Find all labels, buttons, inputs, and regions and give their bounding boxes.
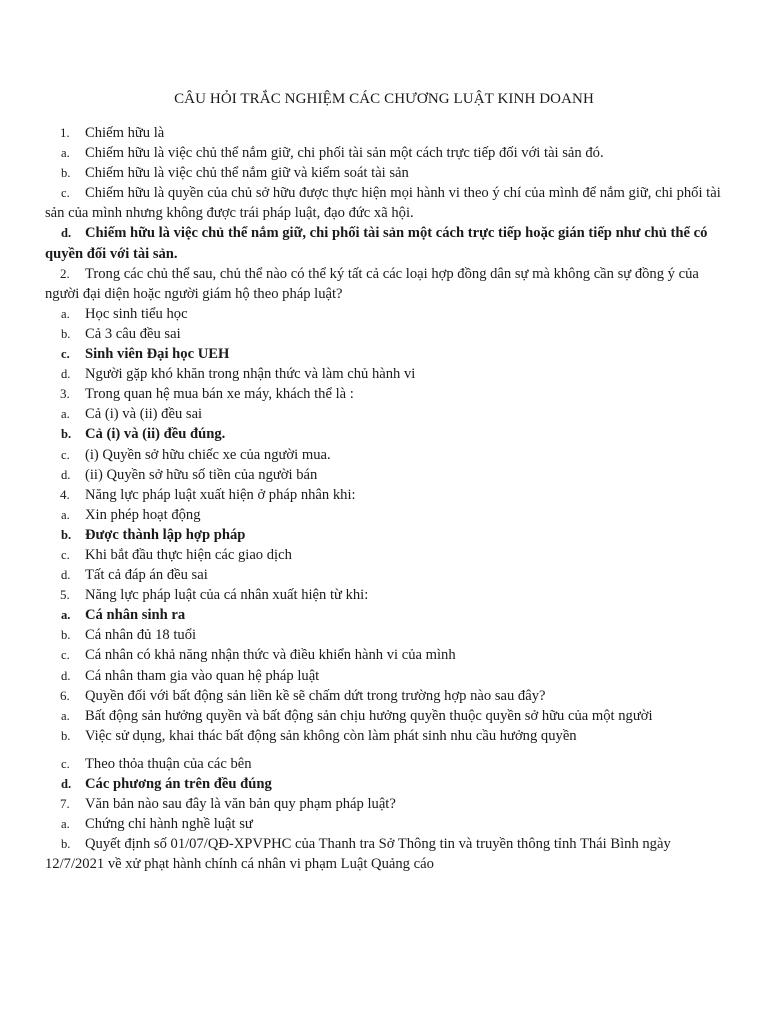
answer-option <box>45 324 725 344</box>
spacer <box>45 746 725 754</box>
line-text: Cả 3 câu đều sai <box>85 325 181 342</box>
question-list <box>45 123 725 874</box>
answer-option <box>45 774 725 794</box>
question-number: 6. <box>60 687 70 703</box>
line-text: Người gặp khó khăn trong nhận thức và làm chủ hành vi <box>85 366 416 383</box>
line-text: Năng lực pháp luật của cá nhân xuất hiện từ khi: <box>85 587 369 604</box>
option-marker: b. <box>61 326 71 341</box>
question-number: 5. <box>60 587 70 603</box>
answer-option <box>45 424 725 444</box>
answer-option <box>45 726 725 746</box>
answer-option <box>45 404 725 424</box>
line-text: Bất động sản hưởng quyền và bất động sản chịu hưởng quyền thuộc quyền sở hữu của một người <box>85 707 653 724</box>
question-text <box>45 794 725 814</box>
option-marker: c. <box>61 186 70 201</box>
answer-option <box>45 163 725 183</box>
question-number: 1. <box>60 125 70 140</box>
answer-option <box>45 814 725 834</box>
line-text: Cá nhân đủ 18 tuổi <box>85 627 197 644</box>
line-text: Cá nhân có khả năng nhận thức và điều khiển hành vi của mình <box>85 647 456 664</box>
line-text: Chiếm hữu là việc chủ thể nắm giữ, chi phối tài sản một cách trực tiếp đối với tài sản đó. <box>85 145 604 162</box>
answer-option <box>45 706 725 726</box>
question-number: 4. <box>60 486 70 502</box>
answer-option <box>45 364 725 384</box>
line-text: Việc sử dụng, khai thác bất động sản không còn làm phát sinh nhu cầu hưởng quyền <box>85 727 577 744</box>
option-marker: c. <box>61 547 70 562</box>
line-text: Theo thỏa thuận của các bên <box>85 755 252 772</box>
answer-option <box>45 565 725 585</box>
question-number: 7. <box>60 796 70 812</box>
answer-option <box>45 344 725 364</box>
option-marker: a. <box>61 608 71 623</box>
line-text: (i) Quyền sở hữu chiếc xe của người mua. <box>85 446 331 463</box>
option-marker: a. <box>61 407 70 422</box>
line-text: Năng lực pháp luật xuất hiện ở pháp nhân khi: <box>85 486 356 503</box>
option-marker: c. <box>61 447 70 462</box>
option-marker: b. <box>61 527 72 542</box>
option-marker: d. <box>61 226 72 241</box>
question-number: 3. <box>60 386 70 402</box>
option-marker: d. <box>61 367 71 382</box>
option-marker: a. <box>61 708 70 723</box>
line-text: Xin phép hoạt động <box>85 506 201 523</box>
question-number: 2. <box>60 265 70 281</box>
line-text: Cá nhân sinh ra <box>85 607 186 624</box>
line-text: Quyết định số 01/07/QĐ-XPVPHC của Thanh tra Sở Thông tin và truyền thông tỉnh Thái Bình ngày 12/7/2021 về xử phạt hành chính cá nhân vi phạm Luật Quảng cáo <box>45 836 671 873</box>
option-marker: c. <box>61 648 70 663</box>
option-marker: c. <box>61 756 70 771</box>
answer-option <box>45 505 725 525</box>
line-text: Học sinh tiểu học <box>85 305 188 322</box>
line-text: Cá nhân tham gia vào quan hệ pháp luật <box>85 667 320 684</box>
document-title: CÂU HỎI TRẮC NGHIỆM CÁC CHƯƠNG LUẬT KINH DOANH <box>174 91 594 107</box>
answer-option <box>45 625 725 645</box>
line-text: Chứng chỉ hành nghề luật sư <box>85 816 253 833</box>
line-text: Được thành lập hợp pháp <box>85 526 246 543</box>
line-text: Trong các chủ thể sau, chủ thể nào có thể ký tất cả các loại hợp đồng dân sự mà không cần sự đồng ý của người đại diện hoặc người giám hộ theo pháp luật? <box>45 265 699 302</box>
answer-option <box>45 304 725 324</box>
answer-option <box>45 525 725 545</box>
line-text: Trong quan hệ mua bán xe máy, khách thể là : <box>85 386 354 403</box>
answer-option <box>45 183 725 223</box>
answer-option <box>45 666 725 686</box>
option-marker: d. <box>61 568 71 583</box>
line-text: Chiếm hữu là quyền của chủ sở hữu được thực hiện mọi hành vi theo ý chí của mình để nắm giữ, chi phối tài sản của mình nhưng không được trái pháp luật, đạo đức xã hội. <box>45 185 721 222</box>
question-text <box>45 485 725 505</box>
line-text: Khi bắt đầu thực hiện các giao dịch <box>85 546 292 563</box>
option-marker: b. <box>61 628 71 643</box>
answer-option <box>45 834 725 874</box>
question-text <box>45 264 725 304</box>
question-text <box>45 123 725 143</box>
answer-option <box>45 465 725 485</box>
answer-option <box>45 605 725 625</box>
answer-option <box>45 143 725 163</box>
option-marker: a. <box>61 507 70 522</box>
line-text: (ii) Quyền sở hữu số tiền của người bán <box>85 466 318 483</box>
answer-option <box>45 645 725 665</box>
line-text: Sinh viên Đại học UEH <box>85 346 230 363</box>
option-marker: c. <box>61 347 70 362</box>
option-marker: a. <box>61 306 70 321</box>
option-marker: b. <box>61 166 71 181</box>
question-text <box>45 585 725 605</box>
option-marker: b. <box>61 427 72 442</box>
line-text: Chiếm hữu là việc chủ thể nắm giữ và kiểm soát tài sản <box>85 165 409 182</box>
option-marker: a. <box>61 817 70 832</box>
option-marker: d. <box>61 467 71 482</box>
question-text <box>45 686 725 706</box>
line-text: Các phương án trên đều đúng <box>85 776 272 792</box>
line-text: Quyền đối với bất động sản liền kề sẽ chấm dứt trong trường hợp nào sau đây? <box>85 687 546 704</box>
answer-option <box>45 445 725 465</box>
answer-option <box>45 223 725 263</box>
line-text: Cả (i) và (ii) đều đúng. <box>85 426 226 443</box>
line-text: Tất cả đáp án đều sai <box>85 567 208 584</box>
option-marker: b. <box>61 837 71 852</box>
line-text: Chiếm hữu là <box>85 125 165 141</box>
line-text: Chiếm hữu là việc chủ thể nắm giữ, chi phối tài sản một cách trực tiếp hoặc gián tiếp như chủ thể có quyền đối với tài sản. <box>45 225 708 262</box>
answer-option <box>45 754 725 774</box>
option-marker: d. <box>61 777 72 791</box>
line-text: Cả (i) và (ii) đều sai <box>85 406 203 423</box>
question-text <box>45 384 725 404</box>
option-marker: a. <box>61 146 70 161</box>
line-text: Văn bản nào sau đây là văn bản quy phạm pháp luật? <box>85 796 396 813</box>
option-marker: d. <box>61 668 71 683</box>
answer-option <box>45 545 725 565</box>
option-marker: b. <box>61 728 71 743</box>
